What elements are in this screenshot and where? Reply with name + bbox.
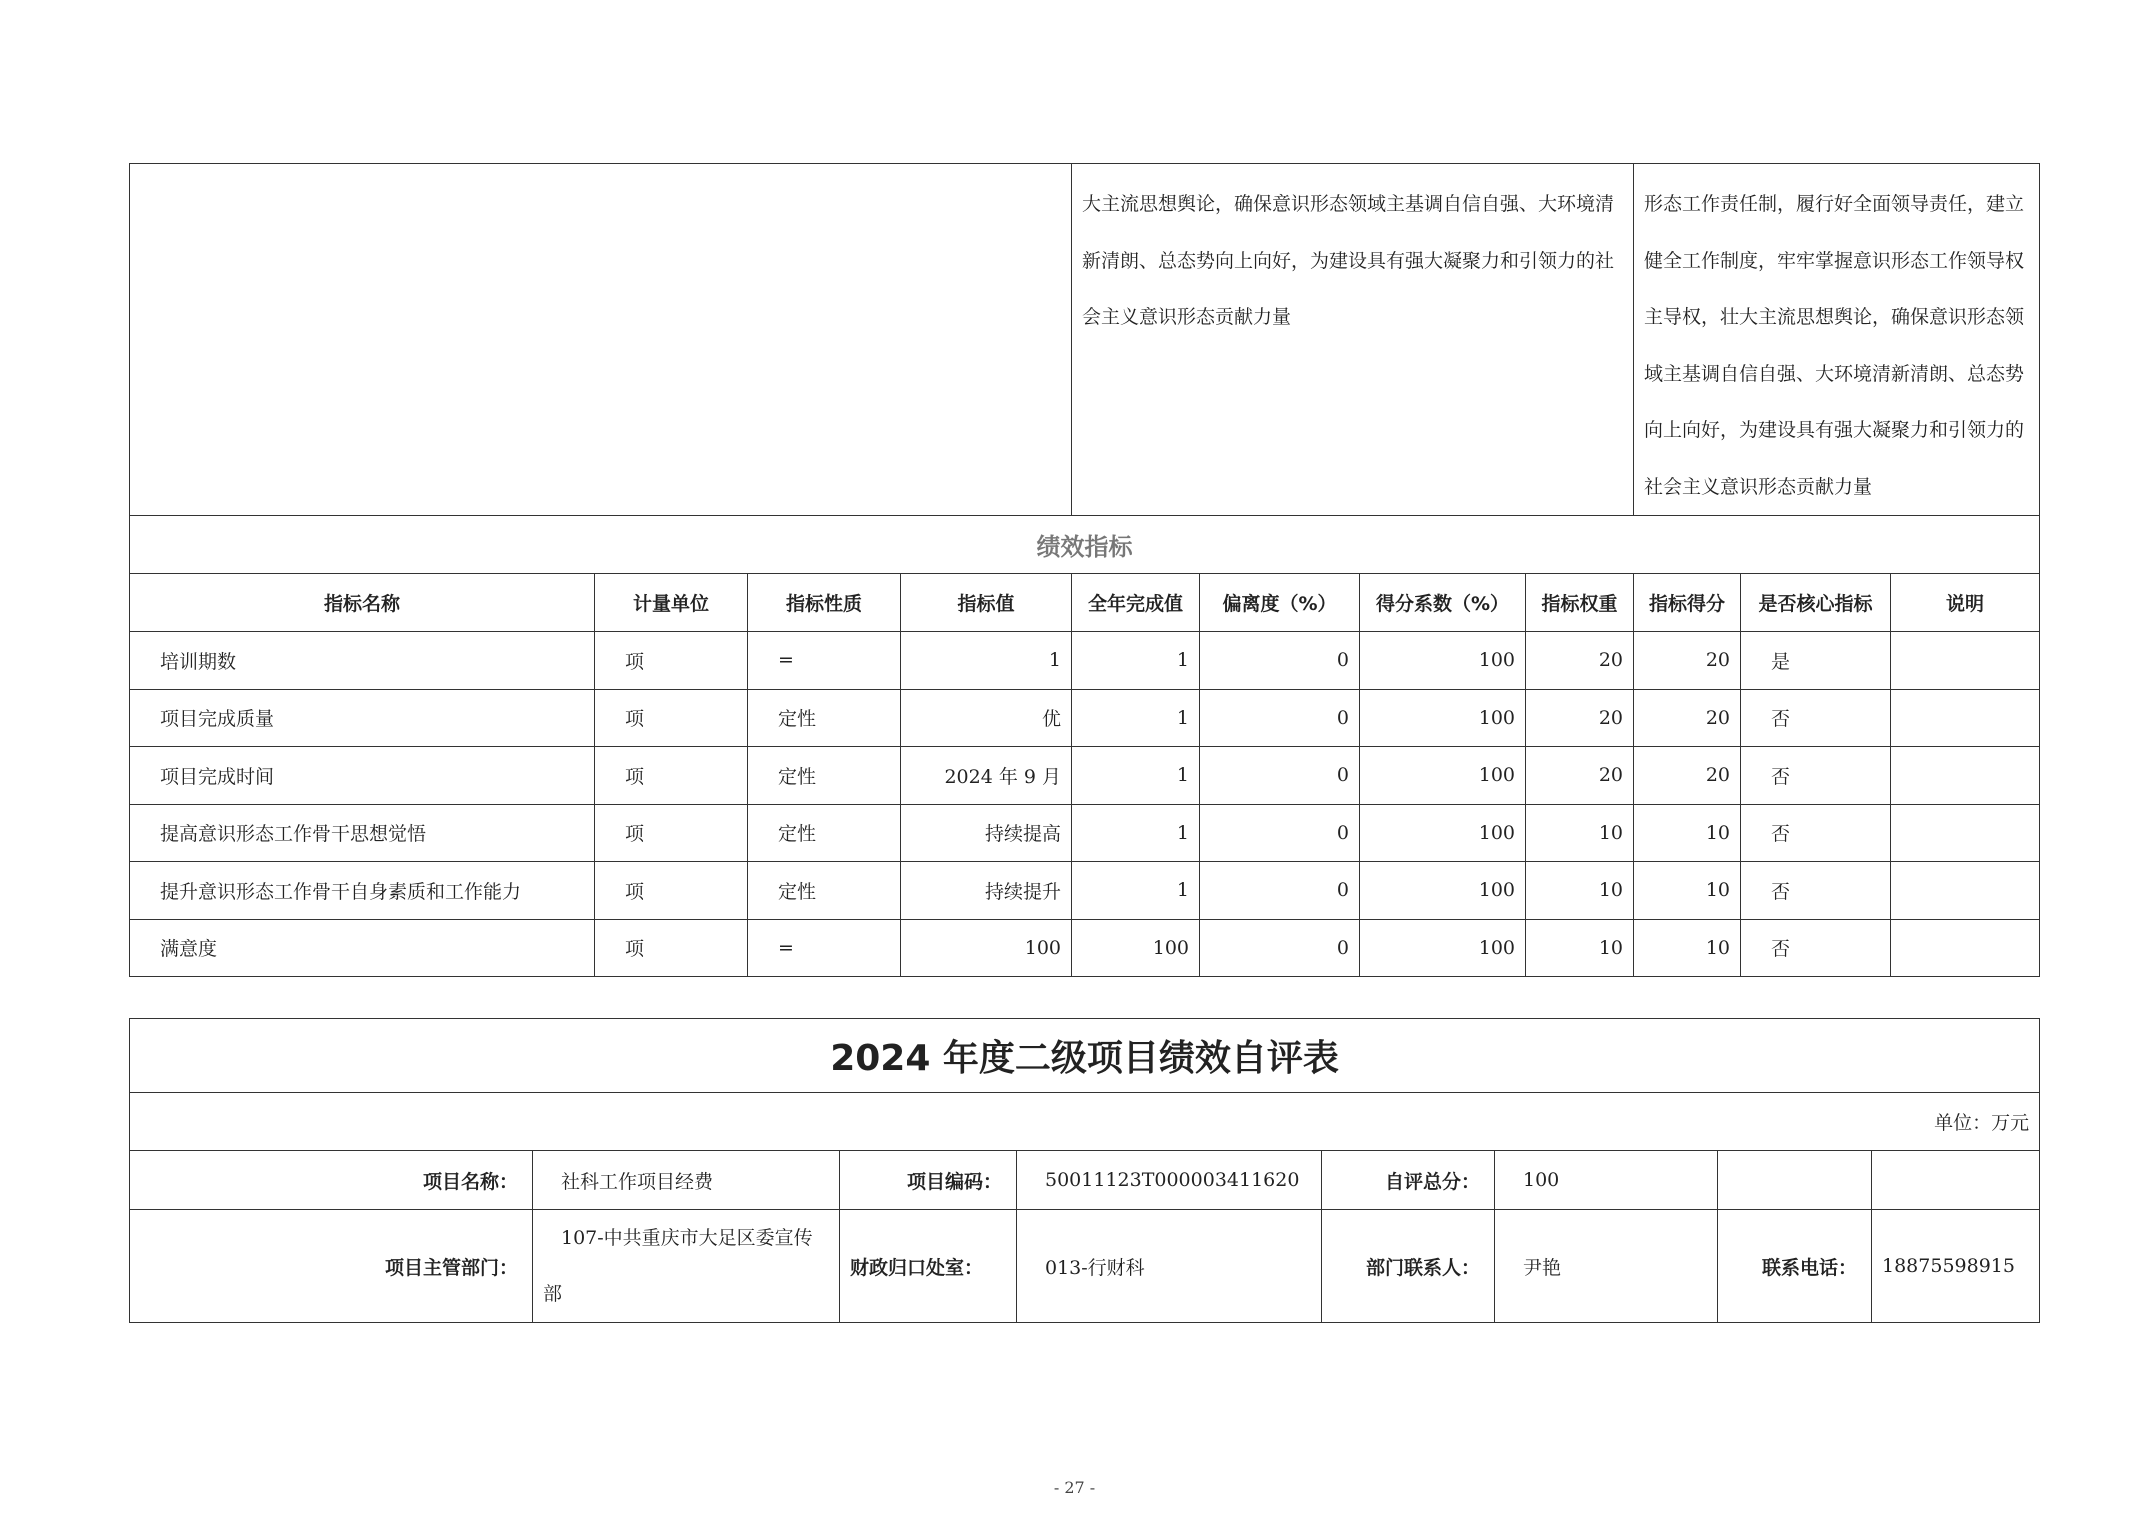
header-actual: 全年完成值 [1072,574,1200,632]
indicator-name-cell: 项目完成时间 [130,747,595,805]
header-deviation: 偏离度（%） [1200,574,1360,632]
header-weight: 指标权重 [1526,574,1634,632]
note-cell [1891,632,2040,690]
note-cell [1891,919,2040,977]
coefficient-cell: 100 [1360,689,1526,747]
unit-cell: 项 [595,689,748,747]
core-cell: 是 [1741,632,1891,690]
project-code-label: 项目编码： [840,1151,1017,1210]
coefficient-cell: 100 [1360,862,1526,920]
unit-label: 单位：万元 [130,1093,2040,1151]
phone-label: 联系电话： [1718,1210,1872,1323]
deviation-cell: 0 [1200,804,1360,862]
dept-value-text: 107-中共重庆市大足区委宣传部 [543,1227,813,1305]
indicator-name-cell: 项目完成质量 [130,689,595,747]
score-cell: 10 [1634,862,1741,920]
target-cell: 优 [901,689,1072,747]
deviation-cell: 0 [1200,919,1360,977]
table-row [130,919,2040,977]
weight-cell: 10 [1526,804,1634,862]
note-cell [1891,689,2040,747]
indicator-name-cell: 提升意识形态工作骨干自身素质和工作能力 [130,862,595,920]
target-cell: 1 [901,632,1072,690]
note-cell [1891,804,2040,862]
actual-cell: 1 [1072,747,1200,805]
deviation-cell: 0 [1200,632,1360,690]
nature-cell: 定性 [748,804,901,862]
goal-empty-cell [130,164,1072,516]
header-indicator-name: 指标名称 [130,574,595,632]
unit-cell: 项 [595,862,748,920]
goal-right-text: 形态工作责任制，履行好全面领导责任，建立健全工作制度，牢牢掌握意识形态工作领导权主导权，壮大主流思想舆论，确保意识形态领域主基调自信自强、大环境清新清朗、总态势向上向好，为建设具有强大凝聚力和引领力的社会主义意识形态贡献力量 [1634,164,2040,516]
header-score: 指标得分 [1634,574,1741,632]
core-cell: 否 [1741,804,1891,862]
nature-cell: = [748,919,901,977]
core-cell: 否 [1741,689,1891,747]
indicator-name-cell: 提高意识形态工作骨干思想觉悟 [130,804,595,862]
project-code-value: 50011123T000003411620 [1017,1151,1322,1210]
core-cell: 否 [1741,862,1891,920]
header-nature: 指标性质 [748,574,901,632]
performance-rows [130,632,2040,977]
header-note: 说明 [1891,574,2040,632]
actual-cell: 1 [1072,862,1200,920]
unit-cell: 项 [595,804,748,862]
actual-cell: 1 [1072,632,1200,690]
coefficient-cell: 100 [1360,919,1526,977]
deviation-cell: 0 [1200,862,1360,920]
header-coefficient: 得分系数（%） [1360,574,1526,632]
coefficient-cell: 100 [1360,804,1526,862]
nature-cell: 定性 [748,862,901,920]
header-target: 指标值 [901,574,1072,632]
weight-cell: 20 [1526,632,1634,690]
weight-cell: 20 [1526,747,1634,805]
table-row [130,747,2040,805]
page-number: - 27 - [1053,1478,1096,1497]
target-cell: 持续提升 [901,862,1072,920]
core-cell: 否 [1741,919,1891,977]
actual-cell: 100 [1072,919,1200,977]
table-row [130,804,2040,862]
core-cell: 否 [1741,747,1891,805]
header-unit: 计量单位 [595,574,748,632]
score-cell: 20 [1634,689,1741,747]
form-title: 2024 年度二级项目绩效自评表 [130,1019,2040,1093]
weight-cell: 10 [1526,919,1634,977]
table-row [130,689,2040,747]
empty-cell-1 [1718,1151,1872,1210]
actual-cell: 1 [1072,689,1200,747]
performance-table [129,163,2040,977]
score-cell: 20 [1634,747,1741,805]
score-cell: 20 [1634,632,1741,690]
dept-label: 项目主管部门： [130,1210,533,1323]
note-cell [1891,747,2040,805]
weight-cell: 20 [1526,689,1634,747]
contact-label: 部门联系人： [1322,1210,1495,1323]
unit-cell: 项 [595,919,748,977]
actual-cell: 1 [1072,804,1200,862]
coefficient-cell: 100 [1360,747,1526,805]
indicator-name-cell: 满意度 [130,919,595,977]
unit-cell: 项 [595,632,748,690]
contact-value: 尹艳 [1495,1210,1718,1323]
table-row [130,862,2040,920]
score-cell: 10 [1634,919,1741,977]
target-cell: 100 [901,919,1072,977]
table-row [130,632,2040,690]
total-score-label: 自评总分： [1322,1151,1495,1210]
coefficient-cell: 100 [1360,632,1526,690]
header-core: 是否核心指标 [1741,574,1891,632]
dept-value [533,1210,840,1323]
project-name-label: 项目名称： [130,1151,533,1210]
nature-cell: 定性 [748,747,901,805]
finance-value: 013-行财科 [1017,1210,1322,1323]
score-cell: 10 [1634,804,1741,862]
goal-middle-text: 大主流思想舆论，确保意识形态领域主基调自信自强、大环境清新清朗、总态势向上向好，为建设具有强大凝聚力和引领力的社会主义意识形态贡献力量 [1072,164,1634,516]
nature-cell: 定性 [748,689,901,747]
target-cell: 持续提高 [901,804,1072,862]
project-name-value: 社科工作项目经费 [533,1151,840,1210]
finance-label: 财政归口处室： [840,1210,1017,1323]
deviation-cell: 0 [1200,747,1360,805]
total-score-value: 100 [1495,1151,1718,1210]
phone-value: 18875598915 [1872,1210,2040,1323]
target-cell: 2024 年 9 月 [901,747,1072,805]
unit-cell: 项 [595,747,748,805]
note-cell [1891,862,2040,920]
performance-section-title: 绩效指标 [130,516,2040,574]
nature-cell: = [748,632,901,690]
deviation-cell: 0 [1200,689,1360,747]
weight-cell: 10 [1526,862,1634,920]
evaluation-form-table [129,1018,2040,1323]
empty-cell-2 [1872,1151,2040,1210]
indicator-name-cell: 培训期数 [130,632,595,690]
